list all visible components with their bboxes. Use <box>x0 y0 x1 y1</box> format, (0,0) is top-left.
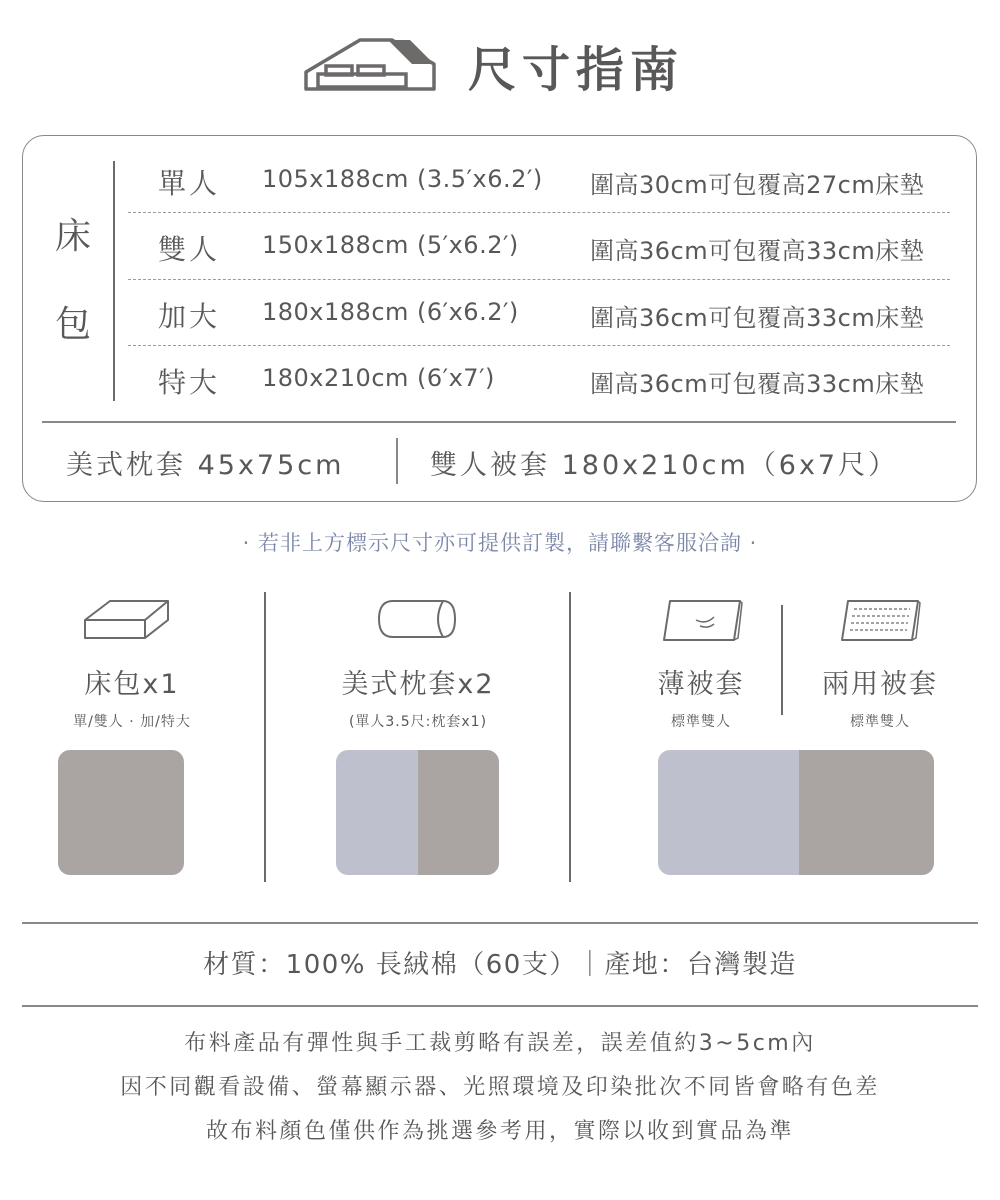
size-row-note: 圍高36cm可包覆高33cm床墊 <box>590 370 925 398</box>
product-title: 床包x1 <box>84 669 180 700</box>
color-swatch <box>658 750 934 875</box>
pillowcase-icon <box>375 598 459 644</box>
material-origin: 材質：100% 長絨棉（60支）｜產地：台灣製造 <box>203 950 797 980</box>
swatch-blue <box>658 750 799 875</box>
product-subtitle: 單/雙人 · 加/特大 <box>73 714 191 730</box>
row-divider <box>128 279 950 280</box>
column-divider <box>264 592 266 882</box>
page-title: 尺寸指南 <box>468 42 685 98</box>
product-title: 美式枕套x2 <box>341 669 495 700</box>
fitted-sheet-icon <box>82 598 172 646</box>
pillowcase-size: 美式枕套 45x75cm <box>66 450 345 481</box>
footnote: 布料產品有彈性與手工裁剪略有誤差，誤差值約3~5cm內 <box>184 1031 816 1056</box>
swatch-gray <box>418 750 499 875</box>
product-title: 薄被套 <box>657 669 745 700</box>
footnote: 因不同觀看設備、螢幕顯示器、光照環境及印染批次不同皆會略有色差 <box>120 1075 880 1100</box>
product-subtitle: (單人3.5尺:枕套x1) <box>348 714 488 730</box>
color-swatch <box>58 750 184 875</box>
size-box-mid-divider <box>396 438 398 484</box>
size-row-dimensions: 180x210cm (6′x7′) <box>262 364 495 392</box>
size-row-note: 圍高30cm可包覆高27cm床墊 <box>590 171 925 199</box>
category-divider <box>113 161 115 401</box>
size-row-name: 加大 <box>158 300 221 333</box>
swatch-gray <box>58 750 184 875</box>
size-box-divider <box>42 421 956 423</box>
product-title: 兩用被套 <box>822 669 938 700</box>
section-divider <box>22 1005 978 1007</box>
product-subtitle: 標準雙人 <box>850 714 910 730</box>
column-divider <box>569 592 571 882</box>
size-row-name: 單人 <box>158 167 221 200</box>
size-row-dimensions: 180x188cm (6′x6.2′) <box>262 298 519 326</box>
color-swatch <box>336 750 499 875</box>
size-row-name: 特大 <box>158 366 221 399</box>
swatch-gray <box>799 750 934 875</box>
swatch-blue <box>336 750 418 875</box>
custom-order-notice: · 若非上方標示尺寸亦可提供訂製，請聯繫客服洽詢 · <box>242 531 758 555</box>
row-divider <box>128 345 950 346</box>
thin-duvet-icon <box>660 598 744 648</box>
dual-duvet-icon <box>838 598 922 648</box>
category-label-sheet: 包 <box>54 304 91 345</box>
duvet-cover-size: 雙人被套 180x210cm（6x7尺） <box>430 450 899 481</box>
size-row-name: 雙人 <box>158 233 221 266</box>
section-divider <box>22 922 978 924</box>
size-row-note: 圍高36cm可包覆高33cm床墊 <box>590 237 925 265</box>
product-subtitle: 標準雙人 <box>671 714 731 730</box>
footnote: 故布料顏色僅供作為挑選參考用，實際以收到實品為準 <box>205 1119 794 1144</box>
size-row-dimensions: 105x188cm (3.5′x6.2′) <box>262 165 543 193</box>
bed-house-icon <box>300 34 440 100</box>
size-row-dimensions: 150x188cm (5′x6.2′) <box>262 231 519 259</box>
size-row-note: 圍高36cm可包覆高33cm床墊 <box>590 304 925 332</box>
row-divider <box>128 212 950 213</box>
category-label-bed: 床 <box>54 216 91 257</box>
